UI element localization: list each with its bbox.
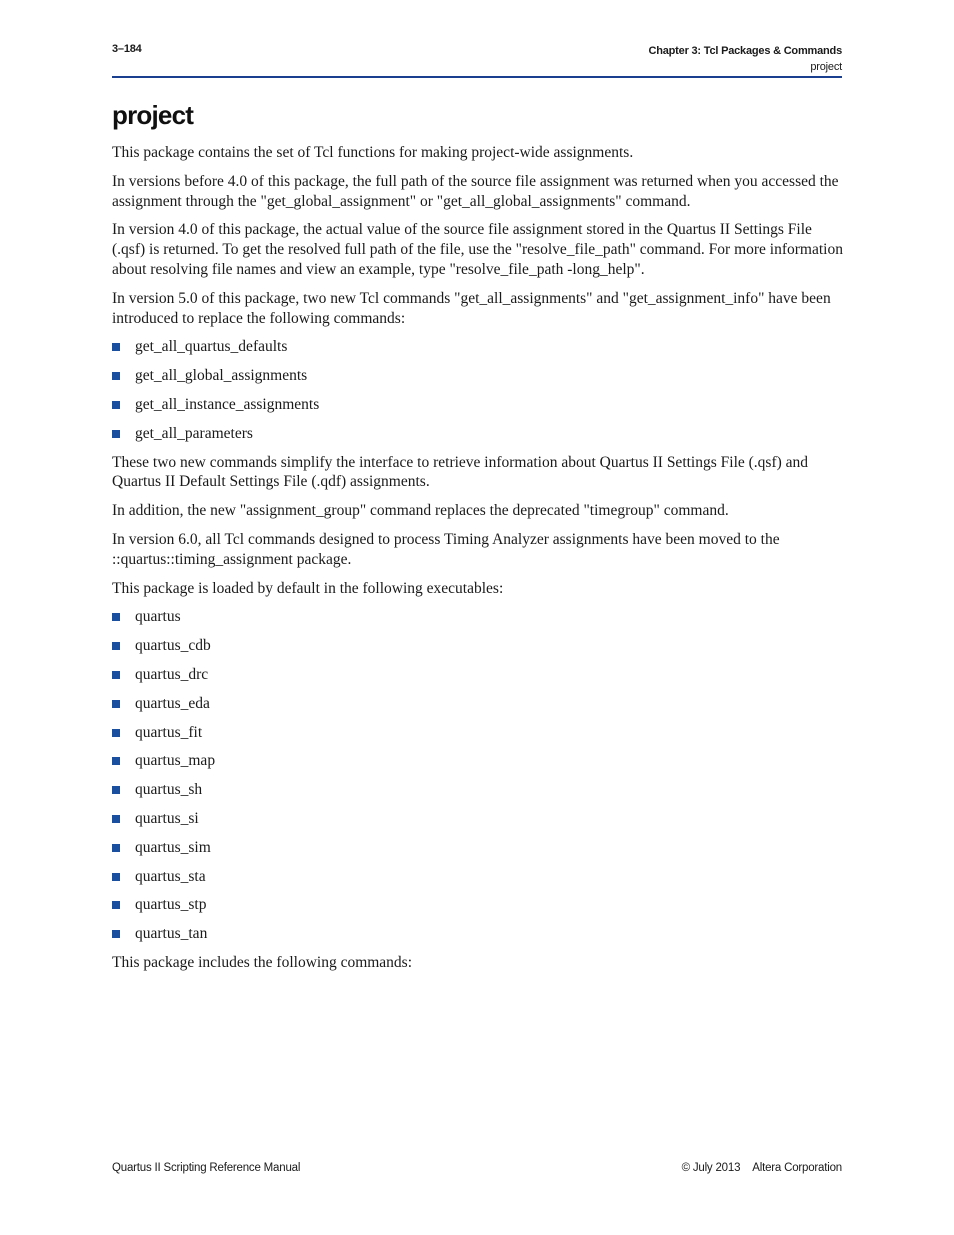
page-number: 3–184 bbox=[112, 43, 142, 55]
paragraph: This package is loaded by default in the following executables: bbox=[112, 579, 504, 597]
square-bullet-icon bbox=[112, 786, 120, 794]
square-bullet-icon bbox=[112, 430, 120, 438]
paragraph: In version 4.0 of this package, the actual value of the source file assignment stored in the Quartus II Settings File (.qsf) is returned. To get the resolved full path of the file, use the "resolve_file_path" command. For more information about resolving file names and view an example, type "resolve_file_path -long_help". bbox=[112, 221, 843, 278]
list-item: quartus_fit bbox=[112, 723, 844, 743]
footer-copyright bbox=[682, 1162, 842, 1174]
square-bullet-icon bbox=[112, 401, 120, 409]
square-bullet-icon bbox=[112, 700, 120, 708]
list-item: quartus_drc bbox=[112, 665, 844, 685]
square-bullet-icon bbox=[112, 901, 120, 909]
list-item: quartus_tan bbox=[112, 924, 844, 944]
list-item: quartus_sh bbox=[112, 780, 844, 800]
square-bullet-icon bbox=[112, 671, 120, 679]
square-bullet-icon bbox=[112, 873, 120, 881]
header-rule bbox=[112, 76, 842, 78]
paragraph: In addition, the new "assignment_group" command replaces the deprecated "timegroup" command. bbox=[112, 502, 729, 520]
footer-company: Altera Corporation bbox=[752, 1162, 842, 1174]
page-title: project bbox=[112, 100, 194, 130]
paragraph: In version 5.0 of this package, two new Tcl commands "get_all_assignments" and "get_assignment_info" have been introduced to replace the following commands: bbox=[112, 289, 831, 327]
square-bullet-icon bbox=[112, 930, 120, 938]
list-item: get_all_quartus_defaults bbox=[112, 337, 844, 357]
list-item: quartus bbox=[112, 607, 844, 627]
list-item: quartus_cdb bbox=[112, 636, 844, 656]
paragraph: In versions before 4.0 of this package, the full path of the source file assignment was returned when you accessed the assignment through the "get_global_assignment" or "get_all_global_assignments" command. bbox=[112, 172, 839, 210]
square-bullet-icon bbox=[112, 757, 120, 765]
executables-list bbox=[112, 607, 844, 944]
paragraph: In version 6.0, all Tcl commands designed to process Timing Analyzer assignments have been moved to the ::quartus::timing_assignment package. bbox=[112, 530, 780, 568]
paragraph: These two new commands simplify the interface to retrieve information about Quartus II Settings File (.qsf) and Quartus II Default Settings File (.qdf) assignments. bbox=[112, 453, 809, 491]
square-bullet-icon bbox=[112, 343, 120, 351]
list-item: get_all_parameters bbox=[112, 424, 844, 444]
running-header bbox=[648, 43, 842, 75]
list-item: quartus_sta bbox=[112, 867, 844, 887]
list-item: quartus_si bbox=[112, 809, 844, 829]
list-item: quartus_eda bbox=[112, 694, 844, 714]
list-item: quartus_map bbox=[112, 751, 844, 771]
section-name: project bbox=[810, 61, 842, 73]
list-item: get_all_global_assignments bbox=[112, 366, 844, 386]
square-bullet-icon bbox=[112, 815, 120, 823]
list-item: quartus_sim bbox=[112, 838, 844, 858]
square-bullet-icon bbox=[112, 642, 120, 650]
square-bullet-icon bbox=[112, 372, 120, 380]
square-bullet-icon bbox=[112, 613, 120, 621]
paragraph: This package includes the following commands: bbox=[112, 953, 413, 971]
chapter-title: Chapter 3: Tcl Packages & Commands bbox=[648, 45, 842, 57]
footer-date: © July 2013 bbox=[681, 1162, 741, 1174]
footer-manual-title: Quartus II Scripting Reference Manual bbox=[112, 1162, 301, 1174]
list-item: get_all_instance_assignments bbox=[112, 395, 844, 415]
paragraph: This package contains the set of Tcl functions for making project-wide assignments. bbox=[112, 144, 634, 161]
square-bullet-icon bbox=[112, 729, 120, 737]
square-bullet-icon bbox=[112, 844, 120, 852]
replaced-commands-list bbox=[112, 337, 844, 443]
list-item: quartus_stp bbox=[112, 895, 844, 915]
body-content bbox=[112, 143, 844, 982]
